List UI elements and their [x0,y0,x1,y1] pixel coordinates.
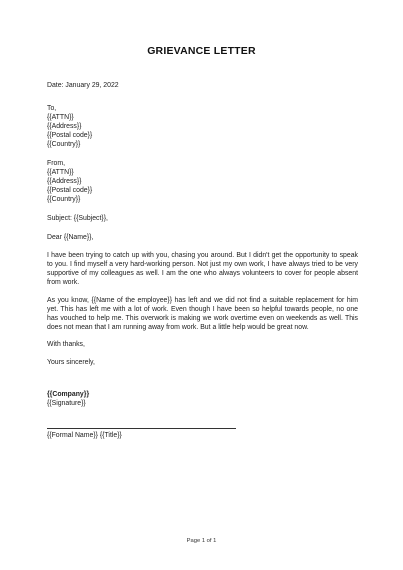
subject-line: Subject: {{Subject}}, [47,215,108,222]
sender-attn: {{ATTN}} [47,169,74,177]
page-title: GRIEVANCE LETTER [147,45,256,57]
signature-placeholder: {{Signature}} [47,400,86,407]
sender-address: {{Address}} [47,178,82,186]
recipient-attn: {{ATTN}} [47,114,74,122]
thanks-line: With thanks, [47,341,85,348]
sender-country: {{Country}} [47,196,81,204]
formal-name: {{Formal Name}} {{Title}} [47,432,122,439]
body-paragraph-2: As you know, {{Name of the employee}} has left and we did not find a suitable replacement for him yet. This has left me with a lot of work. Even though I have been so helpful towards people, no one has vouched to help me. This overwork is making we work overtime even on weekends as well. This does not mean that I am running away from work. But a little help would be great now. [47,297,358,332]
recipient-block [47,104,358,149]
recipient-country: {{Country}} [47,141,81,149]
closing-line: Yours sincerely, [47,359,95,366]
salutation: Dear {{Name}}, [47,234,94,241]
recipient-postal-code: {{Postal code}} [47,132,93,140]
sender-block [47,159,358,204]
page-number: Page 1 of 1 [186,538,217,544]
sender-heading: From, [47,160,65,167]
date-line: Date: January 29, 2022 [47,82,119,89]
company-name: {{Company}} [47,391,90,398]
signature-rule [47,428,236,429]
recipient-address: {{Address}} [47,123,82,131]
body-paragraph-1: I have been trying to catch up with you, chasing you around. But I didn't get the opportunity to speak to you. I find myself a very hard-working person. Not just my own work, I have always tried to be very supportive of my colleagues as well. I am the one who always volunteers to cover for people absent from work. [47,252,358,287]
sender-postal-code: {{Postal code}} [47,187,93,195]
recipient-heading: To, [47,105,57,112]
